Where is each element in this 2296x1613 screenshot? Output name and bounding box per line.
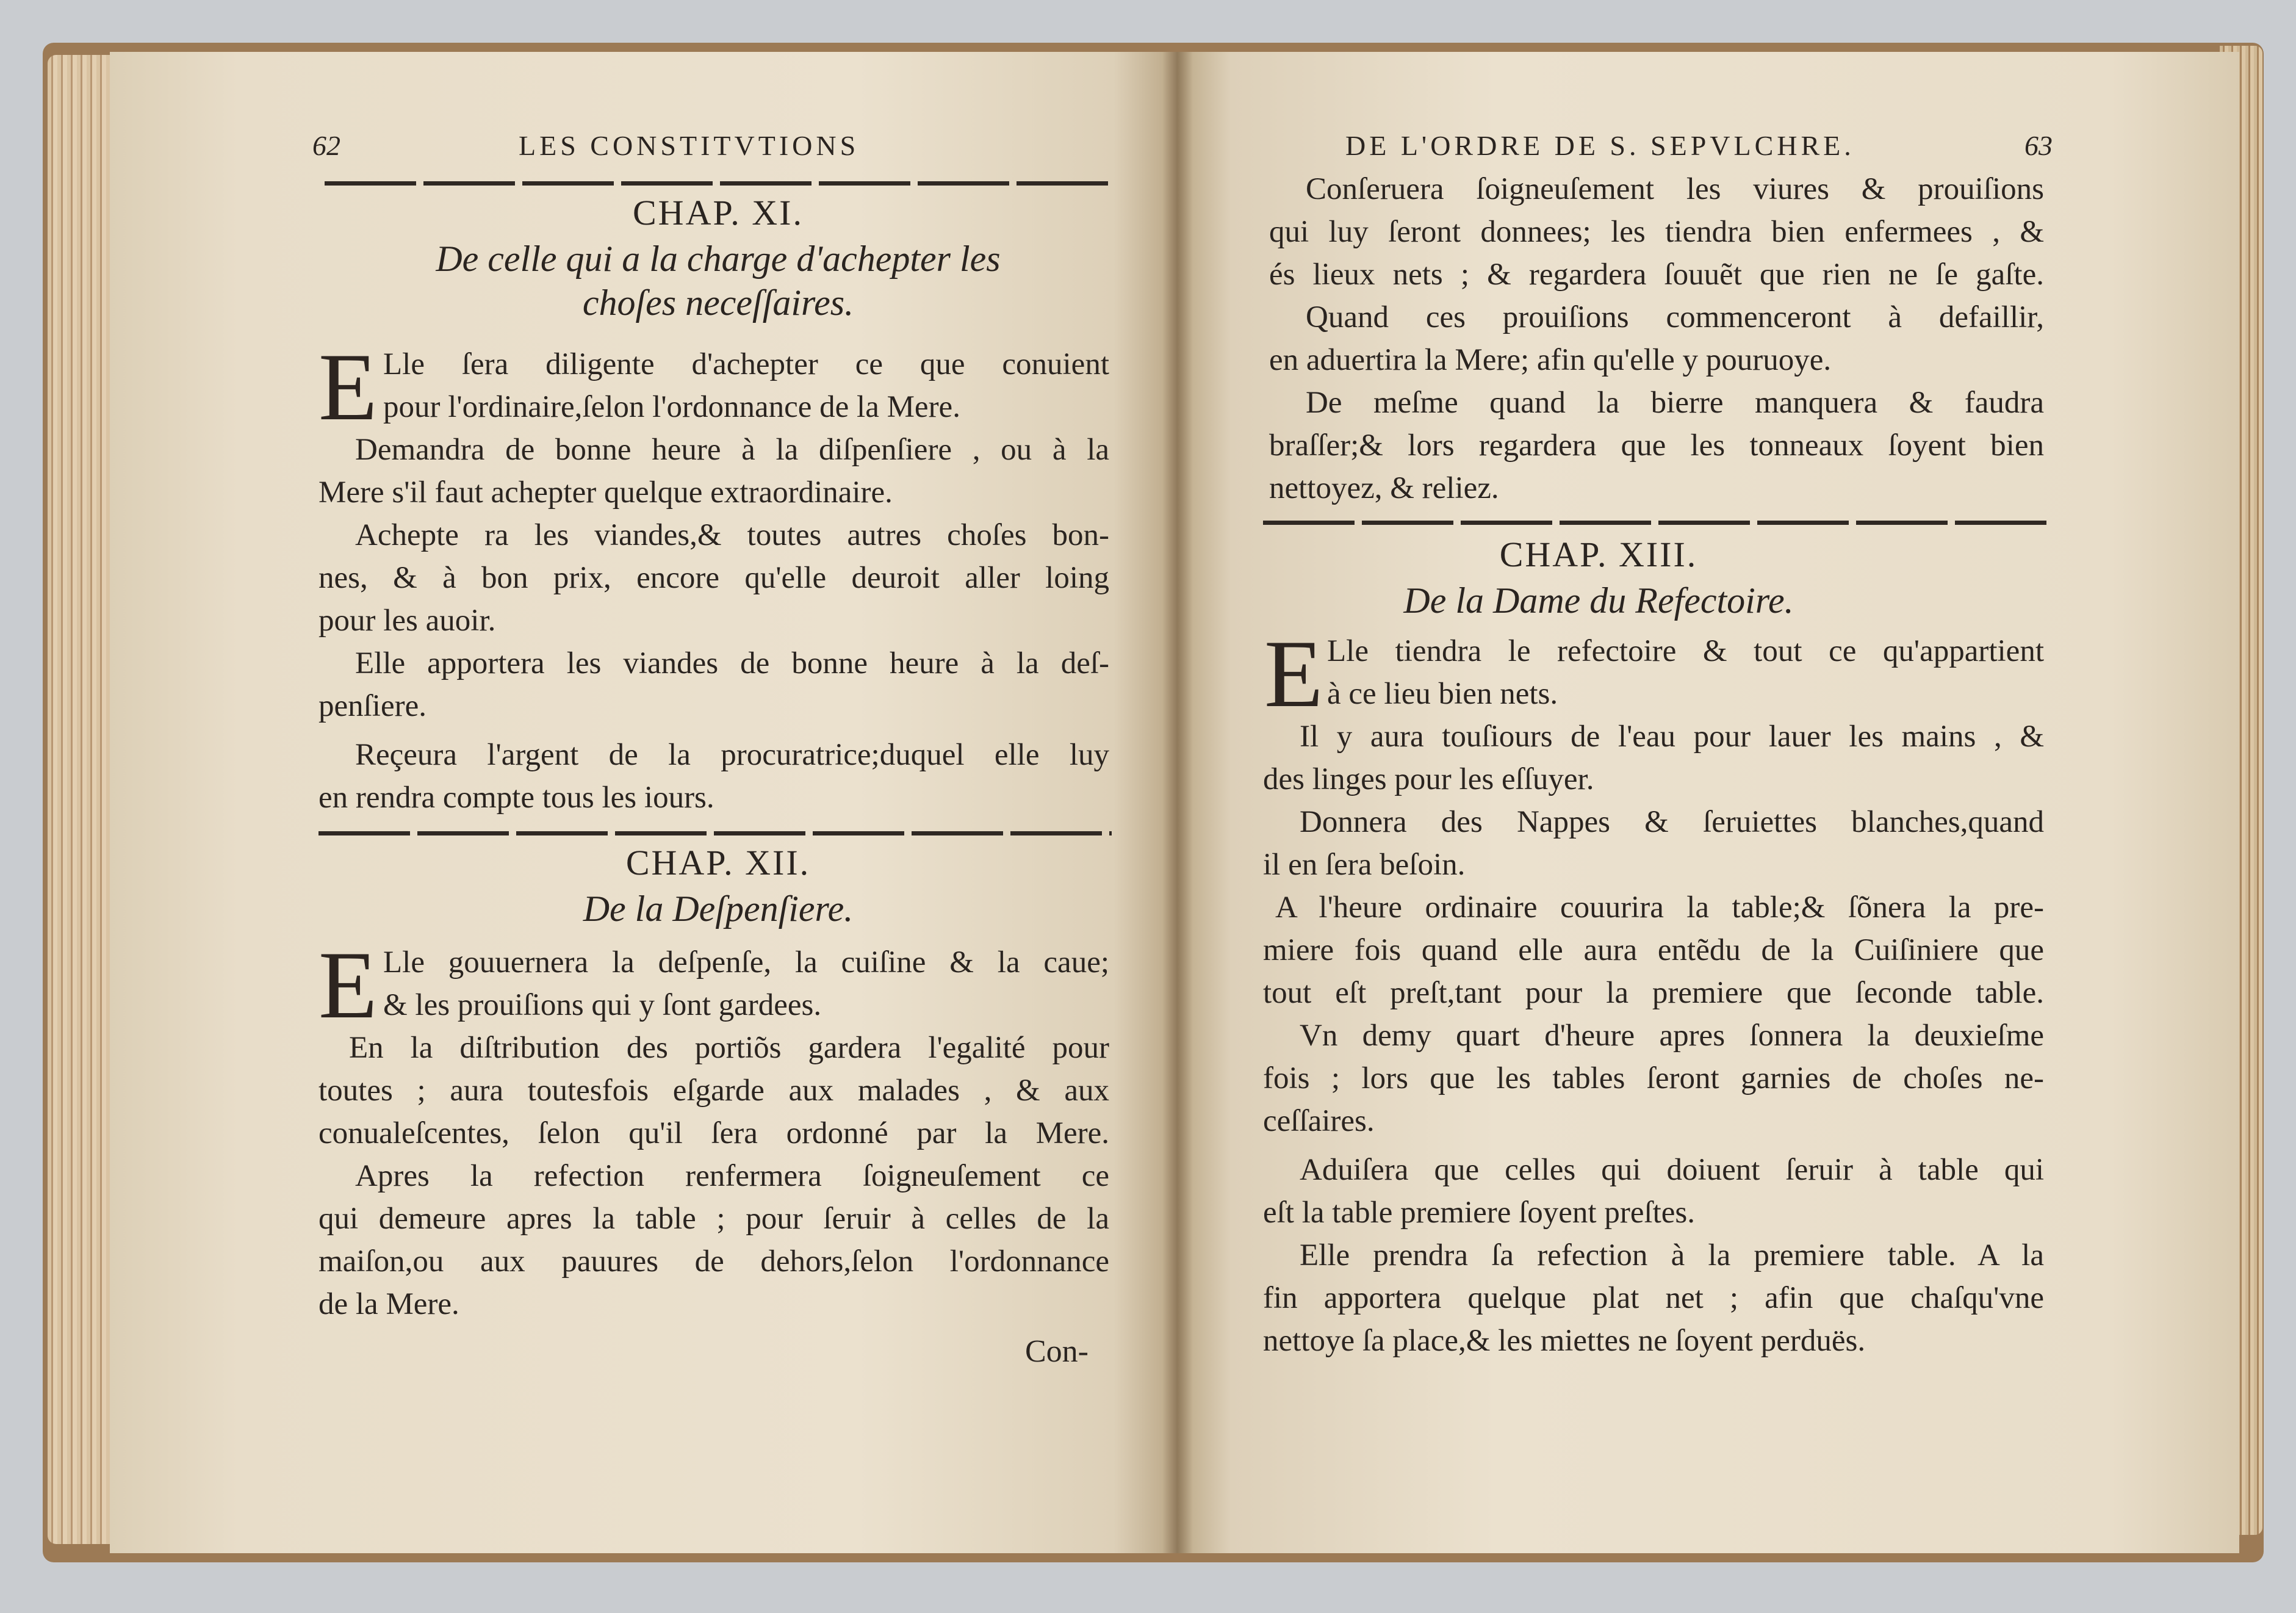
chapter-xii-line-1: Lle gouuernera la deſpenſe, la cuiſine & la caue; bbox=[383, 945, 1109, 980]
chapter-xii-line-7: qui demeure apres la table ; pour ſeruir à celles de la bbox=[318, 1202, 1109, 1236]
chapter-xiii-line-6: il en ſera beſoin. bbox=[1263, 848, 1466, 882]
chapter-xiii-line-14: eſt la table premiere ſoyent preſtes. bbox=[1263, 1196, 1696, 1230]
chapter-xii-line-2: & les prouiſions qui y ſont gardees. bbox=[383, 988, 822, 1022]
chapter-xi-line-8: Elle apportera les viandes de bonne heure à la deſ- bbox=[355, 646, 1109, 680]
continued-line-6: De meſme quand la bierre manquera & faudra bbox=[1306, 386, 2044, 420]
chapter-xiii-line-12: ceſſaires. bbox=[1263, 1104, 1375, 1138]
left-chapter-rule bbox=[318, 831, 1112, 835]
chapter-xiii-line-5: Donnera des Nappes & ſeruiettes blanches,quand bbox=[1300, 805, 2044, 839]
chapter-xi-line-3: Demandra de bonne heure à la diſpenſiere , ou à la bbox=[355, 433, 1109, 467]
right-chapter-rule bbox=[1263, 521, 2050, 525]
chapter-xiii-line-10: Vn demy quart d'heure apres ſonnera la deuxieſme bbox=[1300, 1019, 2044, 1053]
chapter-xiii-line-8: miere fois quand elle aura entẽdu de la Cuiſiniere que bbox=[1263, 933, 2044, 967]
chapter-xiii-line-3: Il y aura touſiours de l'eau pour lauer les mains , & bbox=[1300, 720, 2044, 754]
chapter-xiii-line-2: à ce lieu bien nets. bbox=[1327, 677, 1558, 711]
chapter-xi-line-7: pour les auoir. bbox=[318, 604, 496, 638]
chapter-xi-drop-cap: E bbox=[318, 334, 378, 441]
right-folio: 63 bbox=[2024, 130, 2053, 161]
chapter-xi-line-6: nes, & à bon prix, encore qu'elle deuroit aller loing bbox=[318, 561, 1109, 595]
continued-line-5: en aduertira la Mere; afin qu'elle y pouruoye. bbox=[1269, 343, 1832, 377]
chapter-xii-drop-cap: E bbox=[318, 932, 378, 1039]
chapter-xiii-line-4: des linges pour les eſſuyer. bbox=[1263, 762, 1594, 796]
chapter-xiii-heading: CHAP. XIII. bbox=[1499, 535, 1698, 574]
chapter-xiii-line-9: tout eſt preſt,tant pour la premiere que ſeconde table. bbox=[1263, 976, 2044, 1010]
chapter-xi-line-2: pour l'ordinaire,ſelon l'ordonnance de la Mere. bbox=[383, 390, 960, 424]
chapter-xi-line-11: en rendra compte tous les iours. bbox=[318, 781, 714, 815]
chapter-xi-line-4: Mere s'il faut achepter quelque extraordinaire. bbox=[318, 475, 893, 510]
book-gutter bbox=[1162, 52, 1193, 1553]
left-catchword: Con- bbox=[1025, 1334, 1089, 1369]
chapter-xiii-line-1: Lle tiendra le refectoire & tout ce qu'appartient bbox=[1327, 634, 2044, 668]
chapter-xi-line-9: penſiere. bbox=[318, 689, 426, 723]
chapter-xiii-drop-cap: E bbox=[1264, 621, 1323, 727]
chapter-xiii-line-15: Elle prendra ſa refection à la premiere table. A la bbox=[1300, 1238, 2044, 1272]
chapter-xii-line-8: maiſon,ou aux pauures de dehors,ſelon l'ordonnance bbox=[318, 1244, 1109, 1279]
chapter-xiii-line-16: fin apportera quelque plat net ; afin que chaſqu'vne bbox=[1263, 1281, 2044, 1315]
chapter-xii-heading: CHAP. XII. bbox=[625, 843, 811, 882]
continued-line-8: nettoyez, & reliez. bbox=[1269, 471, 1499, 505]
chapter-xiii-title: De la Dame du Refectoire. bbox=[1403, 580, 1794, 621]
chapter-xi-line-5: Achepte ra les viandes,& toutes autres choſes bon- bbox=[355, 518, 1109, 552]
right-running-head: DE L'ORDRE DE S. SEPVLCHRE. bbox=[1345, 130, 1855, 161]
continued-line-7: braſſer;& lors regardera que les tonneaux ſoyent bien bbox=[1269, 428, 2044, 463]
chapter-xii-line-9: de la Mere. bbox=[318, 1287, 459, 1321]
left-header-rule bbox=[325, 181, 1112, 186]
left-folio: 62 bbox=[312, 130, 340, 161]
continued-line-1: Conſeruera ſoigneuſement les viures & prouiſions bbox=[1306, 172, 2044, 206]
chapter-xi-title-line-1: De celle qui a la charge d'achepter les bbox=[436, 239, 1001, 279]
chapter-xii-line-3: En la diſtribution des portiõs gardera l'egalité pour bbox=[349, 1031, 1109, 1065]
continued-line-2: qui luy ſeront donnees; les tiendra bien enfermees , & bbox=[1269, 215, 2044, 249]
chapter-xiii-line-17: nettoye ſa place,& les miettes ne ſoyent perduës. bbox=[1263, 1324, 1866, 1358]
chapter-xi-title-line-2: choſes neceſſaires. bbox=[582, 283, 854, 323]
chapter-xiii-line-7: A l'heure ordinaire couurira la table;& ſõnera la pre- bbox=[1275, 890, 2044, 925]
chapter-xii-line-4: toutes ; aura toutesfois eſgarde aux malades , & aux bbox=[318, 1074, 1109, 1108]
left-running-head: LES CONSTITVTIONS bbox=[519, 130, 860, 161]
chapter-xii-line-6: Apres la refection renfermera ſoigneuſement ce bbox=[355, 1159, 1109, 1193]
chapter-xiii-line-13: Aduiſera que celles qui doiuent ſeruir à table qui bbox=[1300, 1153, 2044, 1187]
chapter-xi-heading: CHAP. XI. bbox=[633, 193, 804, 233]
chapter-xii-line-5: conualeſcentes, ſelon qu'il ſera ordonné par la Mere. bbox=[318, 1116, 1109, 1150]
chapter-xiii-line-11: fois ; lors que les tables ſeront garnies de choſes ne- bbox=[1263, 1061, 2044, 1095]
chapter-xii-title: De la Deſpenſiere. bbox=[583, 889, 854, 929]
chapter-xi-line-10: Reçeura l'argent de la procuratrice;duquel elle luy bbox=[355, 738, 1109, 772]
continued-line-4: Quand ces prouiſions commenceront à defaillir, bbox=[1306, 300, 2044, 334]
continued-line-3: és lieux nets ; & regardera ſouuẽt que rien ne ſe gaſte. bbox=[1269, 258, 2044, 292]
chapter-xi-line-1: Lle ſera diligente d'achepter ce que conuient bbox=[383, 347, 1109, 381]
